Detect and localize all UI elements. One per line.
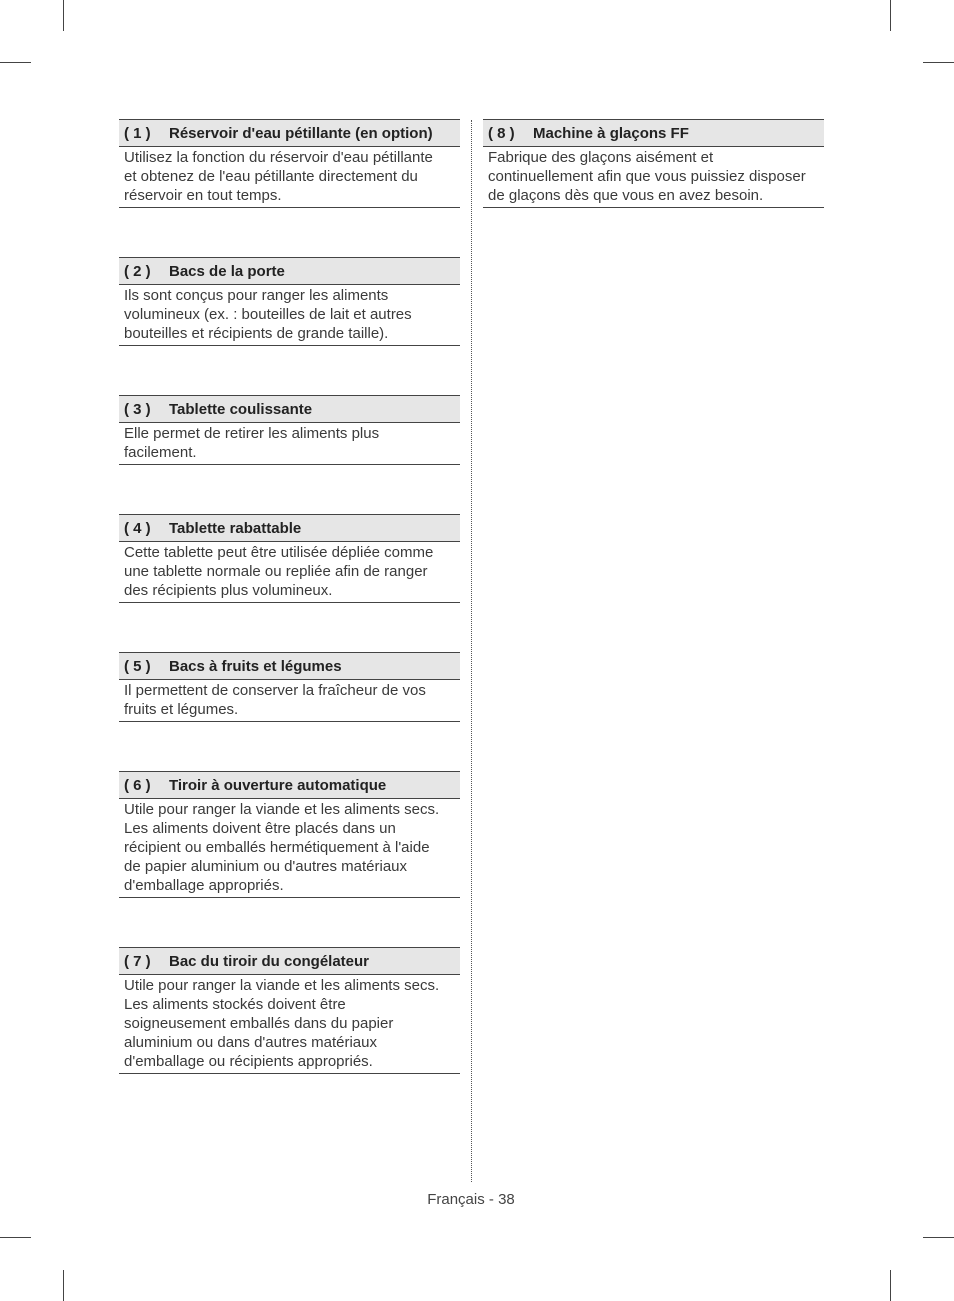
section-number: ( 8 ) bbox=[488, 124, 515, 142]
description-line: soigneusement emballés dans du papier bbox=[124, 1015, 394, 1032]
section-title: Tablette rabattable bbox=[169, 519, 302, 537]
description-line: Utile pour ranger la viande et les aliments secs. bbox=[124, 977, 440, 994]
section-number: ( 3 ) bbox=[124, 400, 151, 418]
page-footer bbox=[0, 1191, 954, 1208]
section-header bbox=[119, 395, 460, 423]
description-line: Il permettent de conserver la fraîcheur de vos bbox=[124, 682, 426, 699]
crop-mark bbox=[923, 62, 954, 63]
description-line: volumineux (ex. : bouteilles de lait et autres bbox=[124, 306, 412, 323]
crop-mark bbox=[890, 0, 891, 31]
section-description bbox=[119, 423, 460, 464]
section-description bbox=[119, 799, 460, 897]
section-title: Machine à glaçons FF bbox=[533, 124, 689, 142]
section-number: ( 4 ) bbox=[124, 519, 151, 537]
section-3 bbox=[119, 395, 460, 465]
section-title: Tablette coulissante bbox=[169, 400, 313, 418]
section-header bbox=[119, 119, 460, 147]
section-4 bbox=[119, 514, 460, 603]
section-number: ( 2 ) bbox=[124, 262, 151, 280]
section-title: Bacs à fruits et légumes bbox=[169, 657, 342, 675]
section-2 bbox=[119, 257, 460, 346]
crop-mark bbox=[0, 62, 31, 63]
description-line: Cette tablette peut être utilisée dépliée comme bbox=[124, 544, 434, 561]
section-description bbox=[119, 680, 460, 721]
section-description bbox=[119, 542, 460, 602]
section-header bbox=[119, 514, 460, 542]
section-title: Tiroir à ouverture automatique bbox=[169, 776, 387, 794]
section-description bbox=[119, 975, 460, 1073]
section-header bbox=[483, 119, 824, 147]
section-header bbox=[119, 947, 460, 975]
description-line: Les aliments stockés doivent être bbox=[124, 996, 346, 1013]
crop-mark bbox=[923, 1237, 954, 1238]
section-5 bbox=[119, 652, 460, 722]
description-line: Utilisez la fonction du réservoir d'eau pétillante bbox=[124, 149, 433, 166]
column-divider bbox=[471, 120, 472, 1182]
section-1 bbox=[119, 119, 460, 208]
section-title: Réservoir d'eau pétillante (en option) bbox=[169, 124, 433, 142]
description-line: d'emballage appropriés. bbox=[124, 877, 284, 894]
description-line: fruits et légumes. bbox=[124, 701, 239, 718]
crop-mark bbox=[0, 1237, 31, 1238]
description-line: Fabrique des glaçons aisément et bbox=[488, 149, 714, 166]
description-line: facilement. bbox=[124, 444, 197, 461]
crop-mark bbox=[890, 1270, 891, 1301]
description-line: Ils sont conçus pour ranger les aliments bbox=[124, 287, 389, 304]
description-line: bouteilles et récipients de grande taille). bbox=[124, 325, 389, 342]
description-line: des récipients plus volumineux. bbox=[124, 582, 333, 599]
description-line: aluminium ou dans d'autres matériaux bbox=[124, 1034, 377, 1051]
section-7 bbox=[119, 947, 460, 1074]
description-line: Utile pour ranger la viande et les aliments secs. bbox=[124, 801, 440, 818]
description-line: réservoir en tout temps. bbox=[124, 187, 282, 204]
section-description bbox=[119, 285, 460, 345]
section-6 bbox=[119, 771, 460, 898]
page-number: Français - 38 bbox=[427, 1191, 515, 1208]
description-line: Les aliments doivent être placés dans un bbox=[124, 820, 396, 837]
crop-mark bbox=[63, 0, 64, 31]
section-title: Bac du tiroir du congélateur bbox=[169, 952, 370, 970]
section-8 bbox=[483, 119, 824, 208]
section-description bbox=[119, 147, 460, 207]
section-title: Bacs de la porte bbox=[169, 262, 285, 280]
description-line: de glaçons dès que vous en avez besoin. bbox=[488, 187, 764, 204]
crop-mark bbox=[63, 1270, 64, 1301]
description-line: continuellement afin que vous puissiez disposer bbox=[488, 168, 806, 185]
description-line: une tablette normale ou repliée afin de ranger bbox=[124, 563, 428, 580]
section-header bbox=[119, 652, 460, 680]
description-line: et obtenez de l'eau pétillante directement du bbox=[124, 168, 418, 185]
section-number: ( 5 ) bbox=[124, 657, 151, 675]
section-header bbox=[119, 257, 460, 285]
section-header bbox=[119, 771, 460, 799]
description-line: d'emballage ou récipients appropriés. bbox=[124, 1053, 373, 1070]
description-line: Elle permet de retirer les aliments plus bbox=[124, 425, 380, 442]
section-number: ( 6 ) bbox=[124, 776, 151, 794]
section-number: ( 7 ) bbox=[124, 952, 151, 970]
section-number: ( 1 ) bbox=[124, 124, 151, 142]
description-line: de papier aluminium ou d'autres matériaux bbox=[124, 858, 408, 875]
description-line: récipient ou emballés hermétiquement à l'aide bbox=[124, 839, 430, 856]
section-description bbox=[483, 147, 824, 207]
